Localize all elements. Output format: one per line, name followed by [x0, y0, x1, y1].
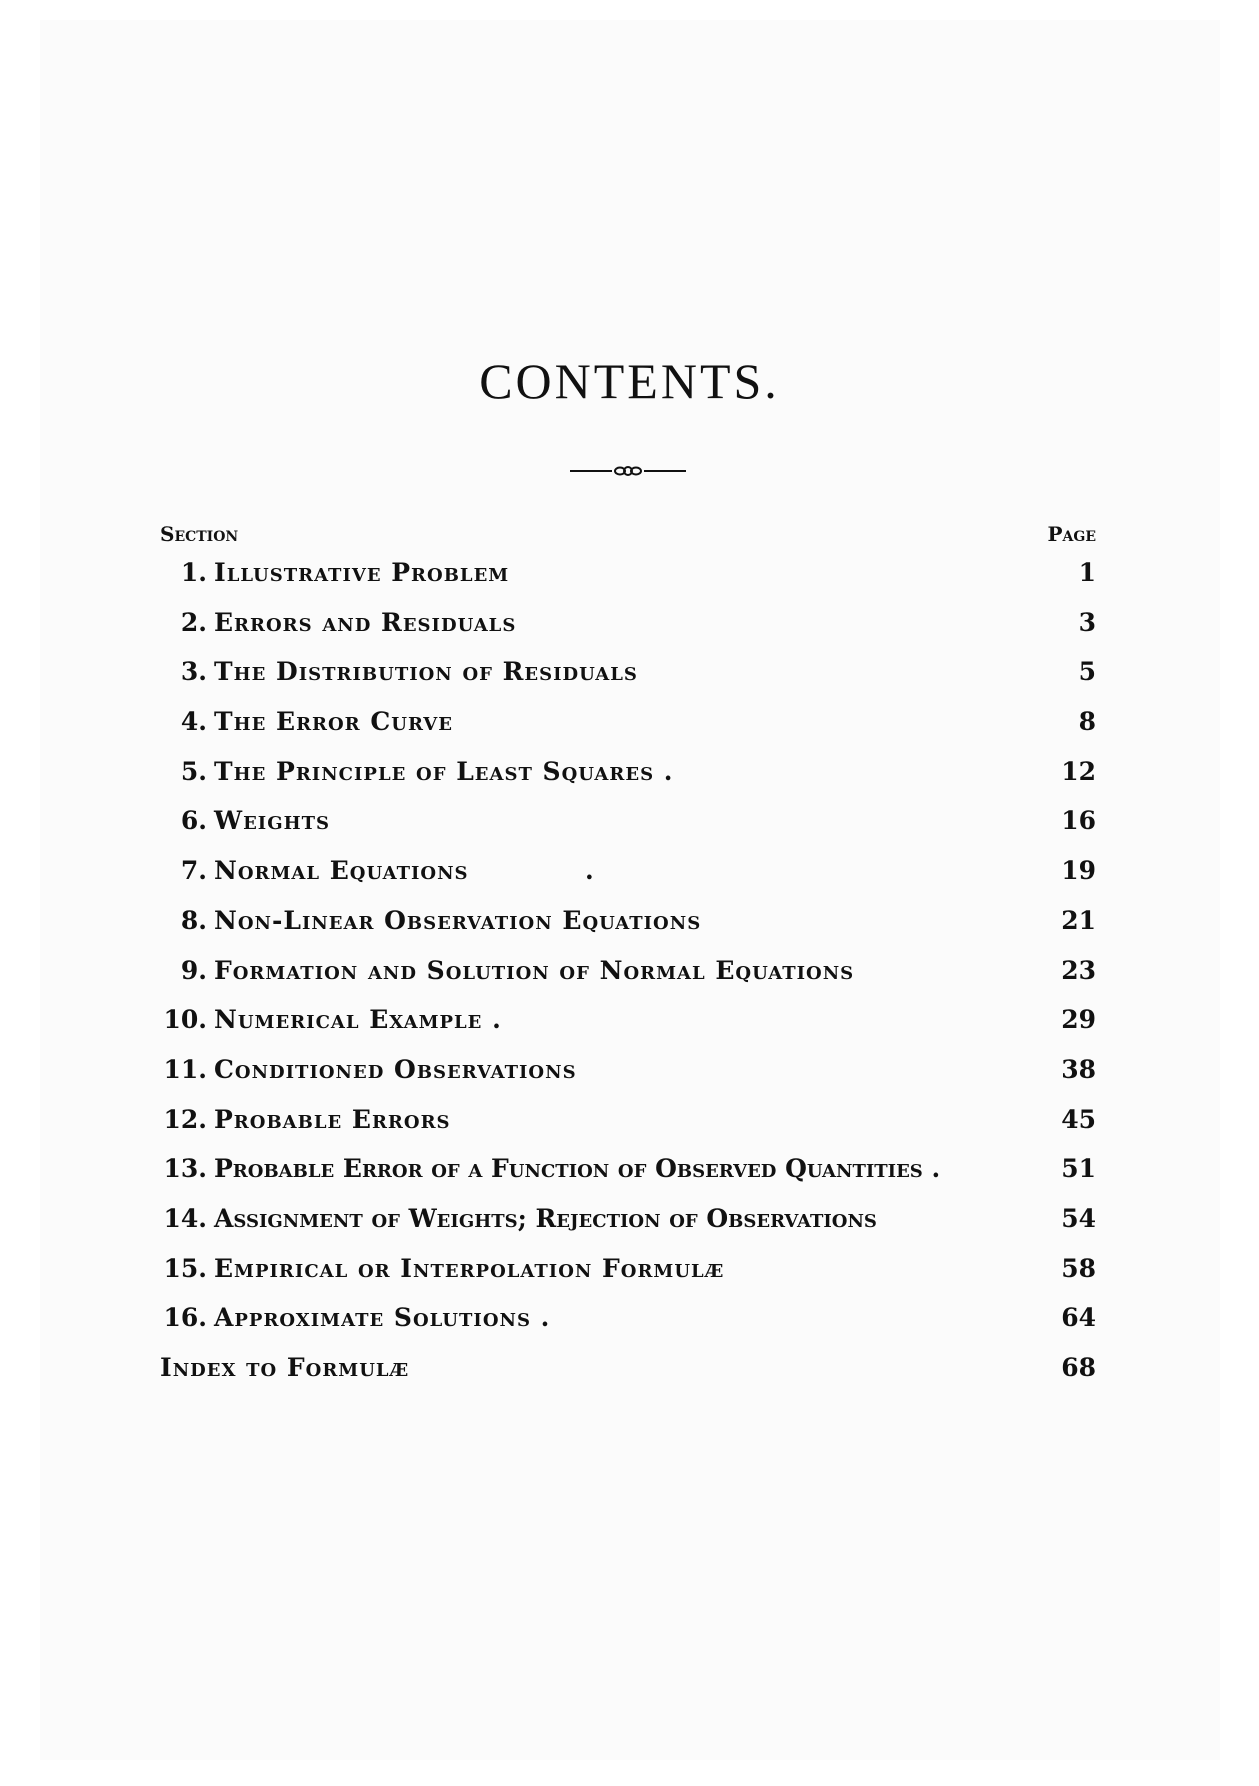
- section-number: 6.: [180, 806, 207, 836]
- page-number: 45: [1061, 1104, 1096, 1134]
- section-number: 15.: [163, 1253, 207, 1283]
- section-title: Approximate Solutions .: [214, 1303, 551, 1333]
- page-number: 23: [1061, 955, 1096, 985]
- section-number: 13.: [163, 1154, 207, 1184]
- page-number: 3: [1078, 607, 1096, 637]
- section-title: Illustrative Problem: [214, 558, 510, 587]
- section-number: 10.: [163, 1005, 207, 1035]
- section-number: 16.: [163, 1303, 207, 1333]
- toc-entry: [160, 1249, 1096, 1299]
- section-title: The Principle of Least Squares .: [214, 756, 674, 786]
- toc-entry: [160, 951, 1096, 1001]
- toc-entry: [160, 1199, 1096, 1249]
- table-of-contents: [160, 553, 1096, 1398]
- section-title: Non-Linear Observation Equations: [214, 905, 702, 935]
- toc-entry: [160, 603, 1096, 653]
- section-number: 2.: [180, 607, 207, 637]
- page-number: 1: [1078, 558, 1096, 587]
- toc-entry: [160, 652, 1096, 702]
- toc-entry: [160, 851, 1096, 901]
- section-title: Probable Error of a Function of Observed Quantities .: [214, 1154, 941, 1184]
- section-title: Errors and Residuals: [214, 607, 517, 637]
- section-number: 12.: [163, 1104, 207, 1134]
- page-number: 8: [1078, 707, 1096, 737]
- toc-entry: [160, 1050, 1096, 1100]
- section-title: Numerical Example .: [214, 1005, 502, 1035]
- page-number: 54: [1061, 1203, 1096, 1233]
- section-title: The Distribution of Residuals: [214, 657, 638, 687]
- toc-entry: [160, 801, 1096, 851]
- page-number: 29: [1061, 1005, 1096, 1035]
- section-number: 7.: [180, 856, 207, 886]
- page-number: 12: [1061, 756, 1096, 786]
- toc-entry: [160, 1000, 1096, 1050]
- toc-entry: [160, 752, 1096, 802]
- section-column-label: Section: [160, 522, 239, 546]
- section-title: Probable Errors: [214, 1104, 451, 1134]
- page-number: 68: [1061, 1353, 1096, 1382]
- toc-entry: [160, 901, 1096, 951]
- section-title: The Error Curve: [214, 707, 453, 737]
- page-number: 51: [1061, 1154, 1096, 1184]
- page-number: 16: [1061, 806, 1096, 836]
- column-header-row: [160, 522, 1096, 546]
- section-number: 5.: [180, 756, 207, 786]
- page-number: 21: [1061, 905, 1096, 935]
- section-title: Assignment of Weights; Rejection of Observations: [214, 1203, 877, 1233]
- page-number: 38: [1061, 1054, 1096, 1084]
- page-number: 19: [1061, 856, 1096, 886]
- section-number: 1.: [180, 558, 207, 587]
- page-title: CONTENTS.: [479, 353, 780, 409]
- section-title: Normal Equations .: [214, 856, 595, 886]
- section-number: 11.: [163, 1054, 207, 1084]
- index-title: Index to Formulæ: [160, 1353, 410, 1382]
- toc-entry: [160, 553, 1096, 603]
- section-title: Weights: [214, 806, 330, 836]
- toc-entry: [160, 1100, 1096, 1150]
- section-title: Conditioned Observations: [214, 1054, 577, 1084]
- section-title: Empirical or Interpolation Formulæ: [214, 1253, 725, 1283]
- section-title: Formation and Solution of Normal Equations: [214, 955, 855, 985]
- toc-entry: [160, 1149, 1096, 1199]
- section-number: 9.: [180, 955, 207, 985]
- section-number: 14.: [163, 1203, 207, 1233]
- section-number: 4.: [180, 707, 207, 737]
- page-number: 5: [1078, 657, 1096, 687]
- toc-entry: [160, 1298, 1096, 1348]
- section-number: 8.: [180, 905, 207, 935]
- ornamental-rule-icon: [568, 464, 688, 478]
- toc-index-entry: [160, 1348, 1096, 1398]
- page-column-label: Page: [1047, 522, 1096, 546]
- section-number: 3.: [180, 657, 207, 687]
- page-number: 58: [1061, 1253, 1096, 1283]
- toc-entry: [160, 702, 1096, 752]
- page-number: 64: [1061, 1303, 1096, 1333]
